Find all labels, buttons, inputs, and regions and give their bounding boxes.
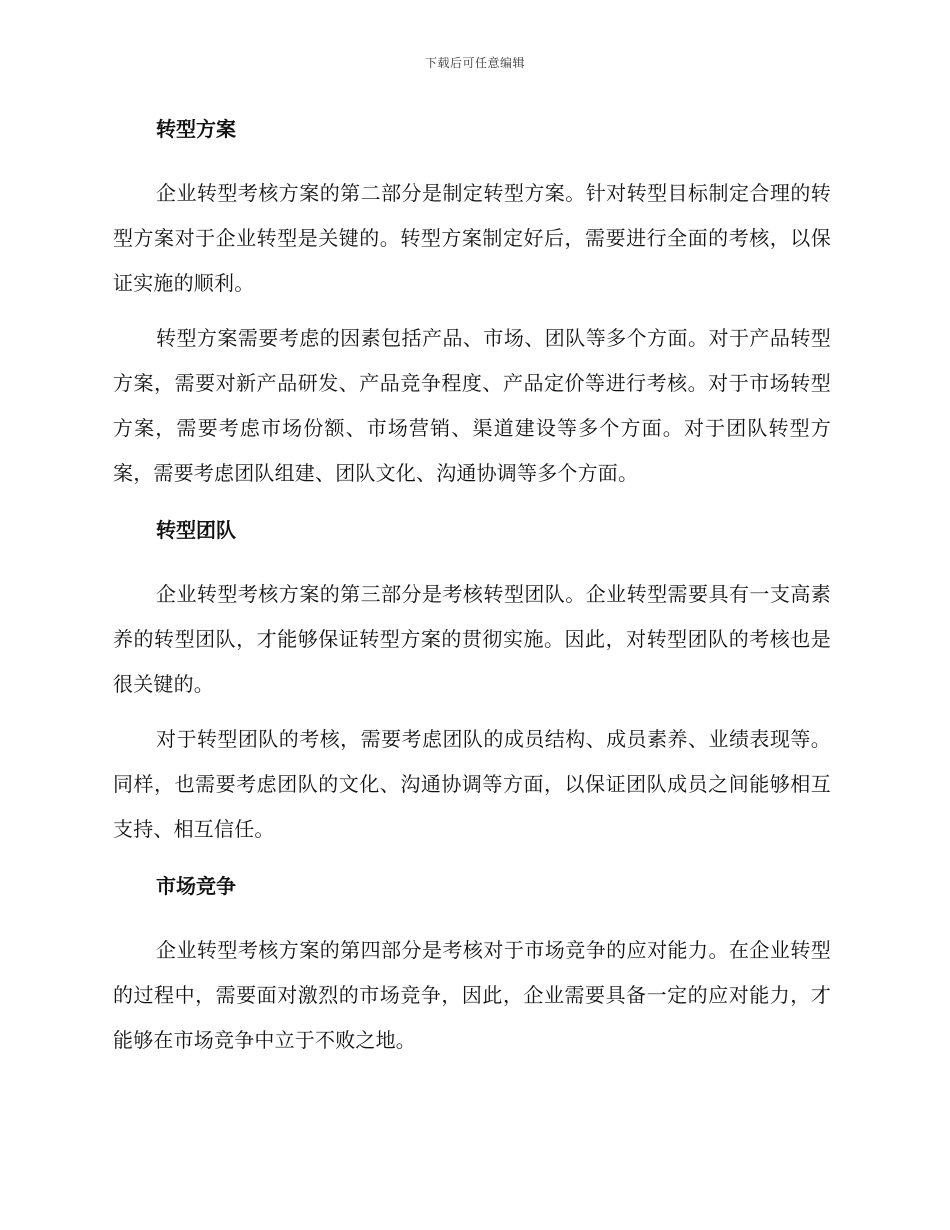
section-transformation-plan [113,113,831,496]
paragraph: 企业转型考核方案的第二部分是制定转型方案。针对转型目标制定合理的转型方案对于企业转型是关键的。转型方案制定好后，需要进行全面的考核，以保证实施的顺利。 [113,181,831,295]
page-header: 下载后可任意编辑 [424,56,525,70]
paragraph: 转型方案需要考虑的因素包括产品、市场、团队等多个方面。对于产品转型方案，需要对新产品研发、产品竞争程度、产品定价等进行考核。对于市场转型方案，需要考虑市场份额、市场营销、渠道建设等多个方面。对于团队转型方案，需要考虑团队组建、团队文化、沟通协调等多个方面。 [113,326,831,485]
section-heading: 转型团队 [156,518,236,542]
section-transformation-team [113,514,831,852]
paragraph: 企业转型考核方案的第三部分是考核转型团队。企业转型需要具有一支高素养的转型团队，才能够保证转型方案的贯彻实施。因此，对转型团队的考核也是很关键的。 [113,582,831,696]
section-market-competition [113,870,831,1063]
paragraph: 对于转型团队的考核，需要考虑团队的成员结构、成员素养、业绩表现等。同样，也需要考虑团队的文化、沟通协调等方面，以保证团队成员之间能够相互支持、相互信任。 [113,727,831,841]
section-heading: 市场竞争 [156,874,236,898]
paragraph: 企业转型考核方案的第四部分是考核对于市场竞争的应对能力。在企业转型的过程中，需要面对激烈的市场竞争，因此，企业需要具备一定的应对能力，才能够在市场竞争中立于不败之地。 [113,938,831,1052]
document-body [113,113,831,1081]
section-heading: 转型方案 [156,117,236,141]
